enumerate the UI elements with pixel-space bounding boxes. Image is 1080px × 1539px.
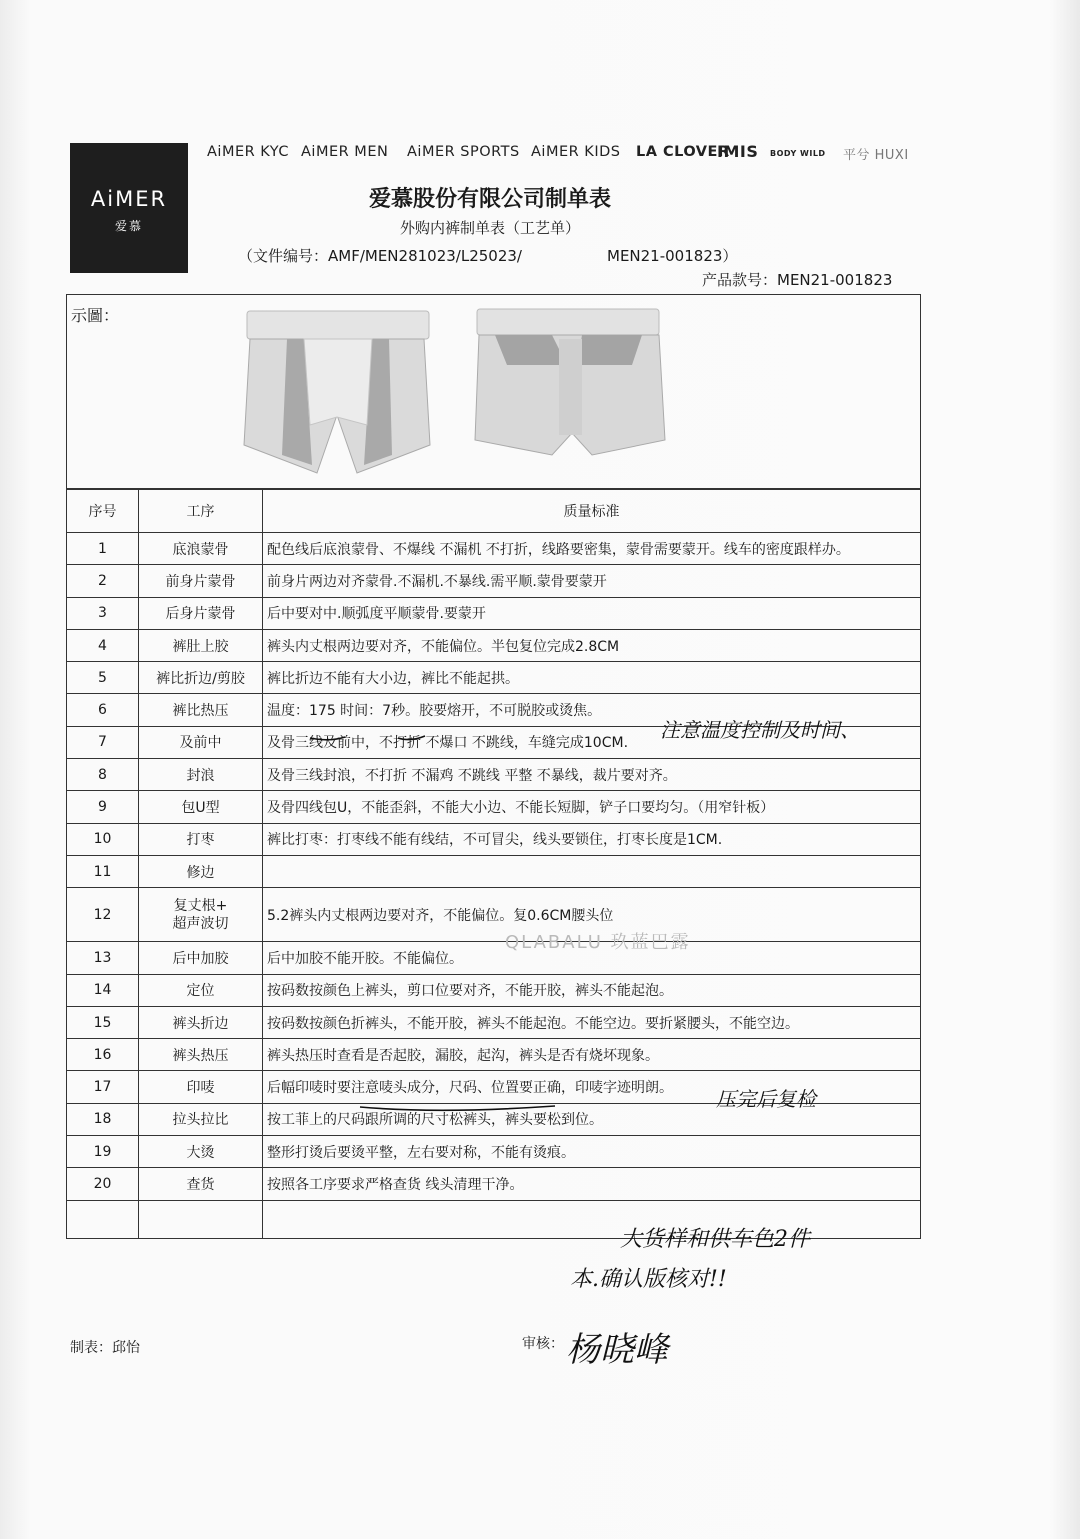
row-process: 打枣: [139, 823, 263, 855]
header-no: 序号: [67, 490, 139, 533]
file-number-tail: MEN21-001823）: [607, 247, 738, 265]
product-number: 产品款号：MEN21-001823: [702, 271, 893, 289]
row-process: 后身片蒙骨: [139, 597, 263, 629]
row-process: 查货: [139, 1168, 263, 1200]
row-no: 2: [67, 565, 139, 597]
row-process: 后中加胶: [139, 942, 263, 974]
row-no: 12: [67, 888, 139, 942]
row-standard: 温度：175 时间：7秒。胶要熔开，不可脱胶或烫焦。: [263, 694, 921, 726]
handwritten-note-row6: 注意温度控制及时间、: [660, 718, 860, 742]
row-standard: 裤比折边不能有大小边，裤比不能起拱。: [263, 662, 921, 694]
row-standard: 前身片两边对齐蒙骨.不漏机.不暴线.需平顺.蒙骨要蒙开: [263, 565, 921, 597]
row-process: 底浪蒙骨: [139, 533, 263, 565]
header-standard: 质量标准: [263, 490, 921, 533]
row-standard: 按照各工序要求严格查货 线头清理干净。: [263, 1168, 921, 1200]
brand-imis: IMIS: [717, 142, 759, 161]
row-standard: 及骨四线包U，不能歪斜，不能大小边、不能长短脚，铲子口要均匀。（用窄针板）: [263, 791, 921, 823]
row-no: 8: [67, 759, 139, 791]
row-process: 前身片蒙骨: [139, 565, 263, 597]
handwritten-note-row16: 压完后复检: [716, 1087, 816, 1111]
underline-row16: [360, 1106, 555, 1110]
row-standard: 裤比打枣：打枣线不能有线结，不可冒尖，线头要锁住，打枣长度是1CM.: [263, 823, 921, 855]
row-no: 1: [67, 533, 139, 565]
row-no: 13: [67, 942, 139, 974]
row-standard: 及骨三线封浪，不打折 不漏鸡 不跳线 平整 不暴线，裁片要对齐。: [263, 759, 921, 791]
row-process-line1: 复丈根+: [173, 897, 228, 914]
prepared-by: 制表：邱怡: [70, 1340, 140, 1356]
row-process: 印唛: [139, 1071, 263, 1103]
row-standard: 5.2裤头内丈根两边要对齐，不能偏位。复0.6CM腰头位: [263, 888, 921, 942]
row-process: 大烫: [139, 1136, 263, 1168]
signature: 杨晓峰: [566, 1330, 668, 1370]
watermark: QLABALU 玖蓝巴露: [505, 932, 691, 953]
brand-aimer-sports: AiMER SPORTS: [407, 144, 520, 160]
row-no: 19: [67, 1136, 139, 1168]
header-process: 工序: [139, 490, 263, 533]
row-process: 裤头热压: [139, 1039, 263, 1071]
row-process: 及前中: [139, 726, 263, 758]
file-number: （文件编号：AMF/MEN281023/L25023/: [238, 247, 522, 265]
brand-huxi: 平兮 HUXI: [843, 148, 909, 163]
row-process: 修边: [139, 855, 263, 887]
row-process: 拉头拉比: [139, 1103, 263, 1135]
row-standard: 整形打烫后要烫平整，左右要对称，不能有烫痕。: [263, 1136, 921, 1168]
doc-title: 爱慕股份有限公司制单表: [368, 187, 611, 212]
row-no: 15: [67, 1006, 139, 1038]
row-standard: 配色线后底浪蒙骨、不爆线 不漏机 不打折，线路要密集，蒙骨需要蒙开。线车的密度跟样办。: [263, 533, 921, 565]
row-process: 裤比热压: [139, 694, 263, 726]
brand-aimer-kids: AiMER KIDS: [531, 144, 621, 160]
row-process: 裤肚上胶: [139, 629, 263, 661]
logo-brand: AiMER: [90, 187, 168, 211]
row-standard: 后中要对中.顺弧度平顺蒙骨.要蒙开: [263, 597, 921, 629]
brand-body-wild: BODY WILD: [770, 149, 826, 158]
row-no: 18: [67, 1103, 139, 1135]
handwritten-note-1: 大货样和供车色2件: [620, 1227, 810, 1252]
row-no: 6: [67, 694, 139, 726]
brand-la-clover: LA CLOVER: [636, 144, 730, 160]
row-no: 4: [67, 629, 139, 661]
row-no: 20: [67, 1168, 139, 1200]
row-process: 裤头折边: [139, 1006, 263, 1038]
row-process: 定位: [139, 974, 263, 1006]
doc-subtitle: 外购内裤制单表（工艺单）: [399, 219, 580, 237]
row-no: 14: [67, 974, 139, 1006]
row-no: 16: [67, 1039, 139, 1071]
row-standard: 按工菲上的尺码跟所调的尺寸松裤头，裤头要松到位。: [263, 1103, 921, 1135]
handwritten-note-2: 本.确认版核对!!: [570, 1267, 727, 1292]
row-no: 10: [67, 823, 139, 855]
row-standard: 及骨三线及前中，不打折 不爆口 不跳线，车缝完成10CM.: [263, 726, 921, 758]
row-no: 17: [67, 1071, 139, 1103]
underline-temp: [310, 737, 345, 740]
row-no: 7: [67, 726, 139, 758]
diagram-label: 示圖：: [71, 306, 120, 325]
row-process: 包U型: [139, 791, 263, 823]
row-standard: 按码数按颜色折裤头，不能开胶，裤头不能起泡。不能空边。要折紧腰头，不能空边。: [263, 1006, 921, 1038]
row-process-line2: 超声波切: [172, 915, 229, 932]
row-no: 5: [67, 662, 139, 694]
reviewed-by-label: 审核：: [522, 1336, 564, 1352]
row-no: 11: [67, 855, 139, 887]
row-standard: 后幅印唛时要注意唛头成分，尺码、位置要正确，印唛字迹明朗。: [263, 1071, 921, 1103]
row-no: 9: [67, 791, 139, 823]
underline-time: [398, 736, 425, 740]
row-standard: 裤头内丈根两边要对齐，不能偏位。半包复位完成2.8CM: [263, 629, 921, 661]
row-process: 封浪: [139, 759, 263, 791]
row-standard: 后中加胶不能开胶。不能偏位。: [263, 942, 921, 974]
brand-aimer-men: AiMER MEN: [301, 144, 389, 160]
logo-cn: 爱慕: [114, 219, 143, 233]
brand-aimer-kyc: AiMER KYC: [207, 144, 289, 160]
row-standard: 裤头热压时查看是否起胶，漏胶，起沟，裤头是否有烧坏现象。: [263, 1039, 921, 1071]
row-process: 裤比折边/剪胶: [139, 662, 263, 694]
row-standard: 按码数按颜色上裤头，剪口位要对齐，不能开胶，裤头不能起泡。: [263, 974, 921, 1006]
row-no: 3: [67, 597, 139, 629]
